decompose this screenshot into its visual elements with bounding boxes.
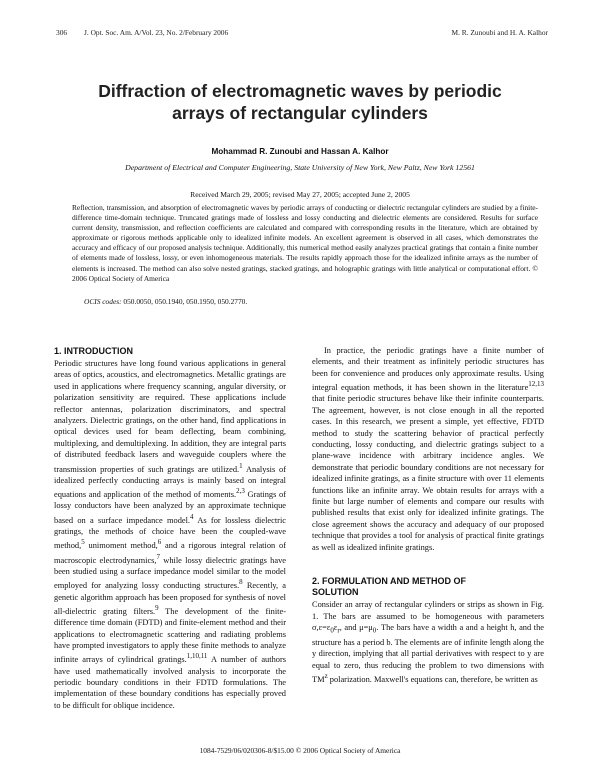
- right-column: [312, 345, 544, 685]
- ocis-codes: [84, 297, 247, 306]
- abstract: Reflection, transmission, and absorption of electromagnetic waves by periodic arrays of conducting or dielectric rectangular cylinders are studied by a finite-difference time-domain technique. Truncated gratings made of lossless and lossy conducting and dielectric elements are considered. Results for surface current density, transmission, and reflection coefficients are calculated and compared with corresponding results in the literature, which are obtained by approximate or rigorous methods applicable only to idealized infinite models. An excellent agreement is observed in all cases, which demonstrates the accuracy and efficacy of our proposed analysis technique. Additionally, this numerical method easily analyzes practical gratings that contain a finite number of elements made of lossless, lossy, or even inhomogeneous materials. The results rapidly approach those for the idealized infinite arrays as the number of elements is increased. The method can also solve nested gratings, stacked gratings, and holographic gratings with little analytical or computational effort. © 2006 Optical Society of America: [72, 203, 538, 283]
- intro-paragraph: Periodic structures have long found various applications in general areas of optics, acoustics, and electromagnetics. Metallic gratings are used in applications where frequency scanning, angular diversity, or polarization sensitivity are required. These applications include reflector antennas, polarization discriminators, and spectral analyzers. Dielectric gratings, on the other hand, find applications in optical devices used for beam deflecting, beam combining, multiplexing, and demultiplexing. In addition, they are integral parts of distributed feedback lasers and waveguide couplers where the transmission properties of such gratings are utilized.$^1$ Analysis of idealized perfectly conducting arrays is mainly based on integral equations and application of the method of moments.$^{2,3}$ Gratings of lossy conductors have been analyzed by an approximate technique based on a surface impedance model.$^4$ As for lossless dielectric gratings, the methods of choice have been the coupled-wave method,$^5$ unimoment method,$^6$ and a rigorous integral relation of macroscopic electrodynamics,$^7$ while lossy dielectric gratings have been studied using a surface impedance model similar to the model employed for analyzing lossy conducting structures.$^8$ Recently, a genetic algorithm approach has been proposed for synthesis of novel all-dielectric grating filters.$^9$ The development of the finite-difference time domain (FDTD) and finite-element method and their applications to electromagnetic scattering and radiating problems have prompted investigators to apply these finite methods to analyze infinite arrays of cylindrical gratings.$^{1,10,11}$ A number of authors have used mathematically involved analysis to incorporate the periodic boundary conditions in their FDTD formulations. The implementation of these boundary conditions has especially proved to be difficult for oblique incidence.: [54, 359, 287, 710]
- intro-heading: 1. INTRODUCTION: [54, 346, 134, 356]
- received-dates: Received March 29, 2005; revised May 27, 2005; accepted June 2, 2005: [190, 190, 410, 199]
- title-line-1: Diffraction of electromagnetic waves by periodic: [98, 81, 502, 101]
- section2-paragraph: Consider an array of rectangular cylinders or strips as shown in Fig. 1. The bars are assumed to be homogeneous with parameters $\sigma,\varepsilon=\varepsilon_0\varepsilon_r$, and $\mu=\mu_0$. The bars have a width a and a height h, and the structure has a period b. The elements are of infinite length along the y direction, implying that all partial derivatives with respect to y are equal to zero, thus reducing the problem to two dimensions with $TM^z$ polarization. Maxwell's equations can, therefore, be written as: [312, 600, 544, 685]
- right-paragraph: In practice, the periodic gratings have a finite number of elements, and their treatment as infinitely periodic structures has been for convenience and produces only approximate results. Using integral equation methods, it has been shown in the literature$^{12,13}$ that finite periodic structures behave like their infinite counterparts. The agreement, however, is not close enough in all the reported cases. In this research, we present a simple, yet effective, FDTD method to study the scattering behavior of practical perfectly conducting, lossy conducting, and dielectric gratings subject to a plane-wave incidence with arbitrary incidence angles. We demonstrate that periodic boundary conditions are not necessary for idealized infinite gratings, as a finite structure with over 11 elements functions like an infinite array. We obtain results for arrays with a finite but large number of elements and compare our results with published results that exist only for idealized infinite gratings. The close agreement shows the accuracy and adequacy of our proposed technique that provides a tool for analysis of practical finite gratings as well as idealized infinite gratings.: [312, 346, 544, 552]
- ocis-label: OCIS codes:: [84, 297, 122, 306]
- authors: Mohammad R. Zunoubi and Hassan A. Kalhor: [211, 147, 389, 156]
- section2-heading: 2. FORMULATION AND METHOD OF SOLUTION: [312, 576, 466, 598]
- running-authors: M. R. Zunoubi and H. A. Kalhor: [451, 28, 548, 37]
- page-number: 306: [56, 28, 68, 37]
- affiliation: Department of Electrical and Computer Engineering, State University of New York, New Paltz, New York 12561: [125, 163, 475, 172]
- paper-title: [60, 80, 540, 124]
- left-column: [54, 346, 286, 711]
- ocis-values: 050.0050, 050.1940, 050.1950, 050.2770.: [121, 297, 248, 306]
- journal-header: J. Opt. Soc. Am. A/Vol. 23, No. 2/February 2006: [84, 28, 229, 37]
- title-line-2: arrays of rectangular cylinders: [172, 103, 428, 123]
- footer-copyright: 1084-7529/06/020306-8/$15.00 © 2006 Optical Society of America: [199, 746, 401, 755]
